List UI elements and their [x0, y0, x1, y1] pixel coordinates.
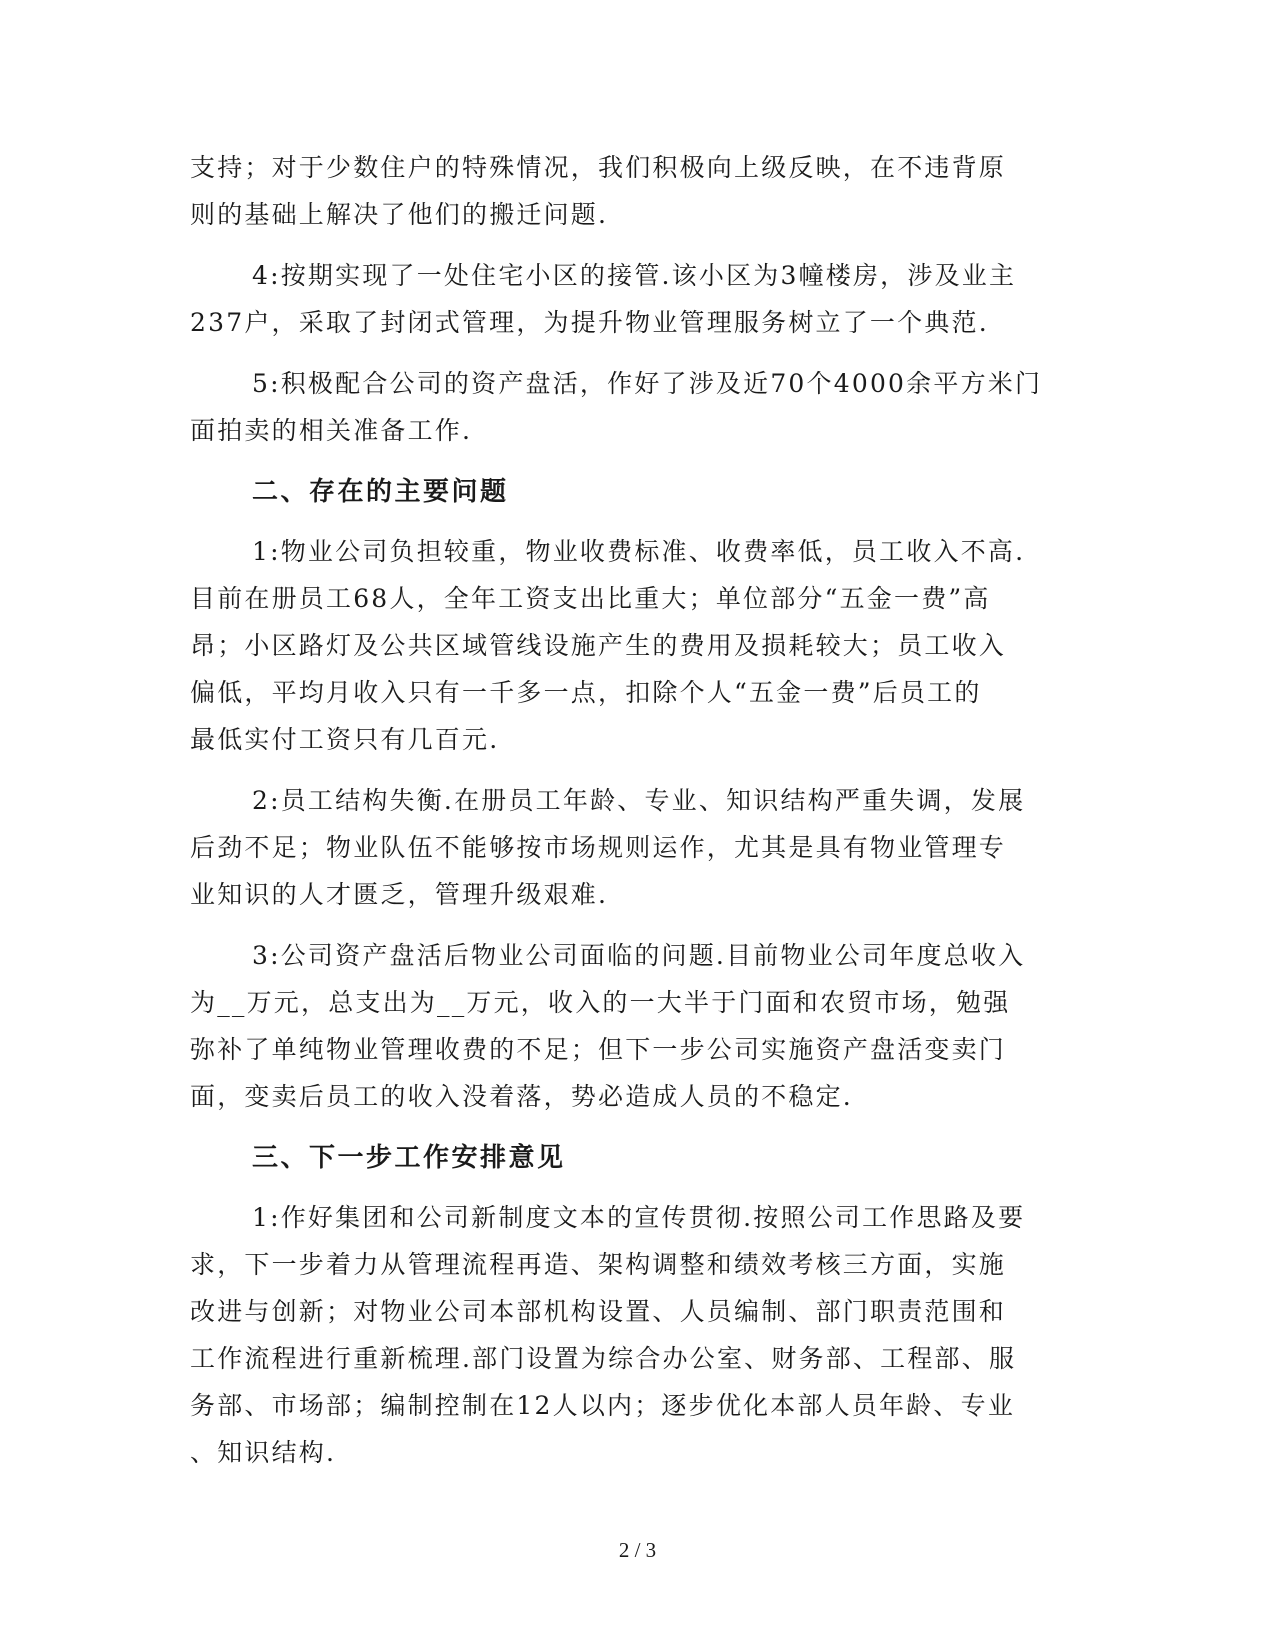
paragraph-line: 面，变卖后员工的收入没着落，势必造成人员的不稳定. [190, 1082, 853, 1111]
paragraph-line: 、知识结构. [190, 1438, 337, 1467]
paragraph-line: 237户，采取了封闭式管理，为提升物业管理服务树立了一个典范. [190, 308, 989, 337]
paragraph-line: 4:按期实现了一处住宅小区的接管.该小区为3幢楼房，涉及业主 [252, 261, 1017, 290]
paragraph-item-5 [190, 360, 1085, 454]
paragraph-problem-3 [190, 932, 1085, 1120]
document-body [190, 144, 1085, 1490]
paragraph-line: 2:员工结构失衡.在册员工年龄、专业、知识结构严重失调，发展 [252, 786, 1026, 815]
paragraph-line: 求，下一步着力从管理流程再造、架构调整和绩效考核三方面，实施 [190, 1250, 1007, 1279]
paragraph-plan-1 [190, 1194, 1085, 1476]
paragraph-line: 5:积极配合公司的资产盘活，作好了涉及近70个4000余平方米门 [252, 369, 1043, 398]
section-heading-problems: 二、存在的主要问题 [252, 477, 509, 507]
paragraph-item-4 [190, 252, 1085, 346]
paragraph-line: 业知识的人才匮乏，管理升级艰难. [190, 880, 609, 909]
paragraph-line: 3:公司资产盘活后物业公司面临的问题.目前物业公司年度总收入 [252, 941, 1026, 970]
paragraph-line: 偏低，平均月收入只有一千多一点，扣除个人“五金一费”后员工的 [190, 678, 982, 707]
paragraph-line: 1:作好集团和公司新制度文本的宣传贯彻.按照公司工作思路及要 [252, 1203, 1026, 1232]
page-number: 2 / 3 [618, 1538, 657, 1562]
paragraph-line: 为__万元，总支出为__万元，收入的一大半于门面和农贸市场，勉强 [190, 988, 1011, 1017]
paragraph-line: 弥补了单纯物业管理收费的不足；但下一步公司实施资产盘活变卖门 [190, 1035, 1007, 1064]
paragraph-line: 工作流程进行重新梳理.部门设置为综合办公室、财务部、工程部、服 [190, 1344, 1017, 1373]
paragraph-line: 则的基础上解决了他们的搬迁问题. [190, 200, 609, 229]
paragraph-line: 1:物业公司负担较重，物业收费标准、收费率低，员工收入不高. [252, 537, 1026, 566]
paragraph-line: 最低实付工资只有几百元. [190, 725, 500, 754]
paragraph-line: 支持；对于少数住户的特殊情况，我们积极向上级反映，在不违背原 [190, 153, 1007, 182]
paragraph-problem-1 [190, 528, 1085, 763]
paragraph-line: 务部、市场部；编制控制在12人以内；逐步优化本部人员年龄、专业 [190, 1391, 1016, 1420]
paragraph-relocation [190, 144, 1085, 238]
paragraph-problem-2 [190, 777, 1085, 918]
paragraph-line: 昂；小区路灯及公共区域管线设施产生的费用及损耗较大；员工收入 [190, 631, 1007, 660]
section-heading-next-steps: 三、下一步工作安排意见 [252, 1143, 566, 1173]
paragraph-line: 面拍卖的相关准备工作. [190, 416, 473, 445]
paragraph-line: 后劲不足；物业队伍不能够按市场规则运作，尤其是具有物业管理专 [190, 833, 1007, 862]
paragraph-line: 改进与创新；对物业公司本部机构设置、人员编制、部门职责范围和 [190, 1297, 1007, 1326]
paragraph-line: 目前在册员工68人，全年工资支出比重大；单位部分“五金一费”高 [190, 584, 991, 613]
